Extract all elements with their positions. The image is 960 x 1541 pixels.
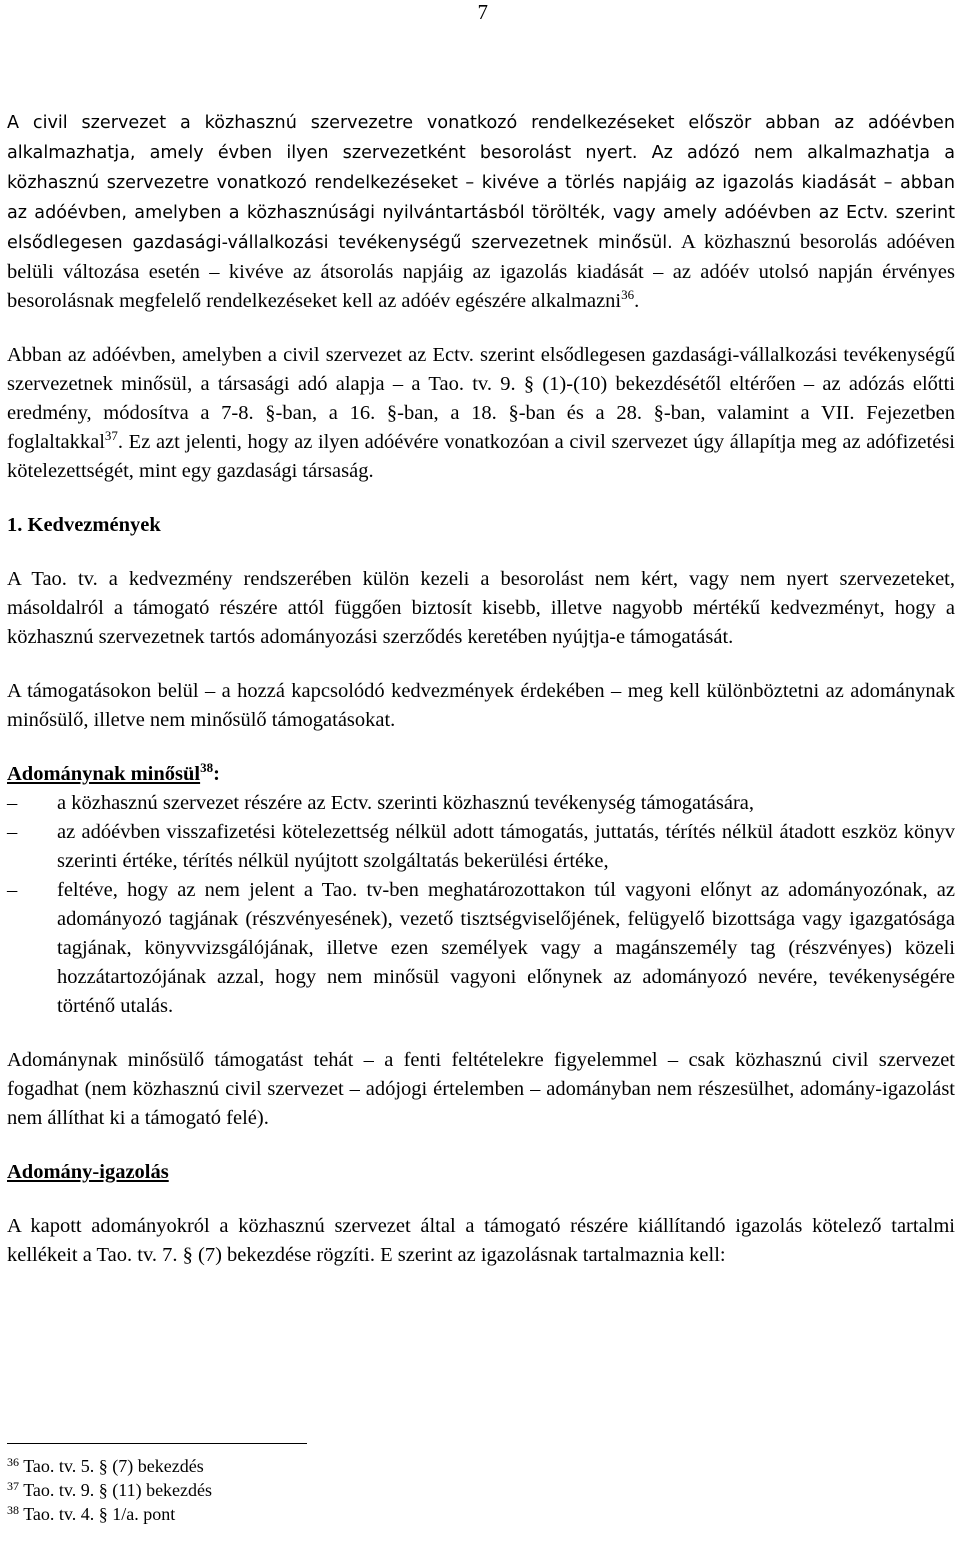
footnote-text: Tao. tv. 5. § (7) bekezdés (23, 1456, 204, 1476)
footnote-37 (7, 1478, 507, 1502)
paragraph-igazolas-kellekei: A kapott adományokról a közhasznú szervezet által a támogató részére kiállítandó igazolás kötelező tartalmi kellékeit a Tao. tv. 7. § (7) bekezdése rögzíti. E szerint az igazolásnak tartalmaznia kell: (7, 1215, 955, 1266)
list-item (7, 789, 955, 818)
paragraph-besorolas-part2: A közhasznú besorolás adóéven belüli változása esetén – kivéve az átsorolás napjáig az igazolás kiadását – az adóév utolsó napján érvényes besorolásnak megfelelő rendelkezéseket kell az adóév egészére alkalmazni (7, 231, 956, 312)
paragraph-besorolas-part1: A civil szervezet a közhasznú szervezetre vonatkozó rendelkezéseket először abban az adóévben alkalmazhatja, amely évben ilyen szervezetként besorolást nyert. Az adózó nem alkalmazhatja a közhasznú szervezetre vonatkozó rendelkezéseket – kivéve a törlés napjáig az igazolás kiadását – abban az adóévben, amelyben a közhasznúsági nyilvántartásból törölték, vagy amely adóévben az Ectv. szerint elsődlegesen gazdasági-vállalkozási tevékenységű szervezetnek minősül. (7, 113, 955, 253)
paragraph-adoalap-part1: Abban az adóévben, amelyben a civil szervezet az Ectv. szerint elsődlegesen gazdasági-vállalkozási tevékenységű szervezetnek minősül, a társasági adó alapja – a Tao. tv. 9. § (1)-(10) bekezdésétől eltérően – az adózás előtti eredmény, módosítva a 7-8. §-ban, a 16. §-ban, a 18. §-ban és a 28. §-ban, valamint a VII. Fejezetben foglaltakkal (7, 344, 955, 453)
subheading-colon: : (213, 763, 220, 785)
document-body (7, 108, 955, 1295)
paragraph-adomanynak-minosulo: Adománynak minősülő támogatást tehát – a fenti feltételekre figyelemmel – csak közhasznú civil szervezet fogadhat (nem közhasznú civil szervezet – adójogi értelemben – adományban nem részesülhet, adomány-igazolást nem állíthat ki a támogató felé). (7, 1049, 955, 1129)
footnote-ref-36[interactable]: 36 (621, 287, 635, 302)
footnote-number: 38 (7, 1503, 19, 1517)
list-item-text: a közhasznú szervezet részére az Ectv. szerinti közhasznú tevékenység támogatására, (57, 792, 755, 814)
paragraph-besorolas (7, 108, 955, 316)
footnote-38 (7, 1502, 507, 1526)
paragraph-adoalap (7, 341, 955, 486)
paragraph-adoalap-part2: . Ez azt jelenti, hogy az ilyen adóévére vonatkozóan a civil szervezet úgy állapítja meg az adófizetési kötelezettségét, mint egy gazdasági társaság. (7, 431, 955, 482)
paragraph-kedvezmeny-rendszer: A Tao. tv. a kedvezmény rendszerében külön kezeli a besorolást nem kért, vagy nem nyert szervezeteket, másoldalról a támogató részére attól függően biztosít kisebb, illetve nagyobb mértékű kedvezményt, hogy a közhasznú szervezetnek tartós adományozási szerződés keretében nyújtja-e támogatását. (7, 568, 955, 648)
subheading-adomanynak-minosul (7, 760, 955, 789)
dash-bullet-icon: – (7, 821, 18, 843)
subheading-adomany-igazolas (7, 1158, 955, 1187)
list-item (7, 876, 955, 1021)
footnote-separator (7, 1443, 307, 1444)
footnotes (7, 1443, 507, 1526)
subheading-adomany-igazolas-text: Adomány-igazolás (7, 1161, 169, 1183)
paragraph-besorolas-end: . (634, 290, 640, 312)
footnote-text: Tao. tv. 4. § 1/a. pont (23, 1504, 176, 1524)
footnote-text: Tao. tv. 9. § (11) bekezdés (23, 1480, 213, 1500)
footnote-ref-37[interactable]: 37 (104, 428, 118, 443)
section-heading-kedvezmenyek: 1. Kedvezmények (7, 514, 161, 536)
list-item-text: az adóévben visszafizetési kötelezettség nélkül adott támogatás, juttatás, térítés nélkül átadott eszköz könyv szerinti értéke, térítés nélkül nyújtott szolgáltatás bekerülési értéke, (57, 821, 955, 872)
page-number: 7 (477, 0, 488, 24)
condition-list (7, 789, 955, 1021)
list-item (7, 818, 955, 876)
footnote-ref-38[interactable]: 38 (200, 760, 214, 775)
footnote-36 (7, 1454, 507, 1478)
footnote-number: 37 (7, 1479, 19, 1493)
dash-bullet-icon: – (7, 879, 18, 901)
subheading-adomanynak-minosul-text: Adománynak minősül (7, 763, 201, 785)
footnote-number: 36 (7, 1455, 19, 1469)
dash-bullet-icon: – (7, 792, 18, 814)
list-item-text: feltéve, hogy az nem jelent a Tao. tv-ben meghatározottakon túl vagyoni előnyt az adományozónak, az adományozó tagjának (részvényesének), vezető tisztségviselőjének, felügyelő bizottsága vagy igazgatósága tagjának, könyvvizsgálójának, illetve ezen személyek vagy a magánszemély tag (részvényes) közeli hozzátartozójának azzal, hogy nem minősül vagyoni előnynek az adományozó nevére, tevékenységére történő utalás. (57, 879, 955, 1017)
paragraph-tamogatasok: A támogatásokon belül – a hozzá kapcsolódó kedvezmények érdekében – meg kell különböztetni az adománynak minősülő, illetve nem minősülő támogatásokat. (7, 680, 955, 731)
